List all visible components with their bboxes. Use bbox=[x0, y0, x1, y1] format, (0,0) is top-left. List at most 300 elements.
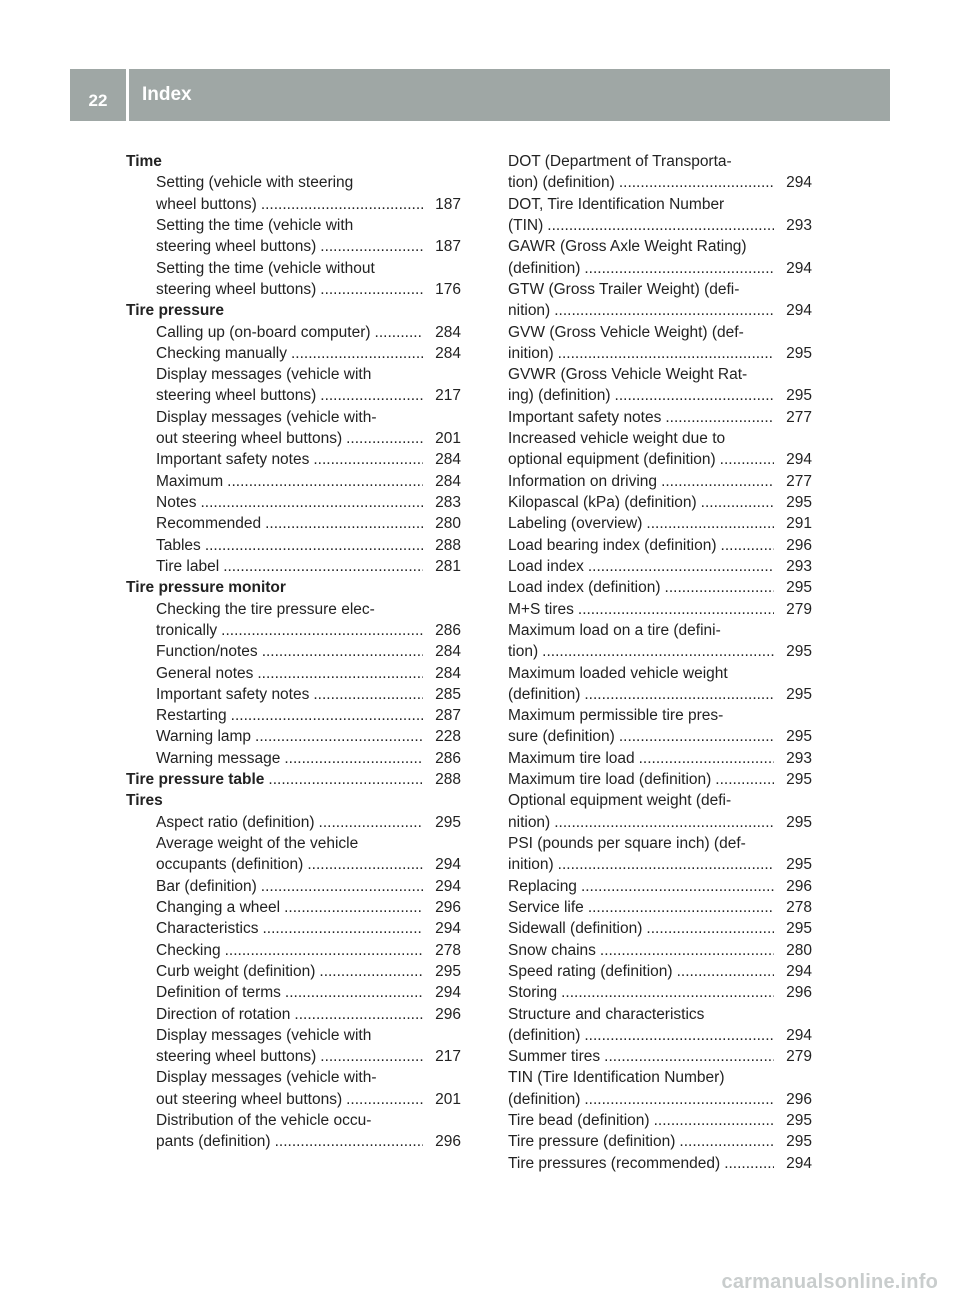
entry-text: Kilopascal (kPa) (definition) bbox=[508, 494, 697, 511]
index-entry bbox=[508, 1004, 812, 1025]
leader-dots bbox=[584, 1089, 774, 1110]
entry-text: optional equipment (definition) bbox=[508, 451, 716, 469]
page-ref[interactable]: 277 bbox=[786, 408, 812, 426]
index-entry[interactable] bbox=[508, 471, 812, 492]
leader-dots bbox=[227, 471, 423, 492]
page-ref[interactable]: 296 bbox=[435, 898, 461, 916]
leader-dots bbox=[205, 535, 423, 556]
entry-text: Replacing bbox=[508, 877, 577, 895]
index-entry[interactable] bbox=[508, 1025, 812, 1046]
entry-text: GTW (Gross Trailer Weight) (defi- bbox=[508, 280, 740, 298]
index-entry[interactable] bbox=[508, 748, 812, 769]
entry-text: Display messages (vehicle with bbox=[156, 366, 372, 384]
entry-text: Time bbox=[126, 153, 162, 170]
page-ref[interactable]: 284 bbox=[435, 344, 461, 362]
entry-text: GVWR (Gross Vehicle Weight Rat- bbox=[508, 366, 748, 384]
index-entry[interactable] bbox=[126, 236, 461, 257]
page-ref[interactable]: 280 bbox=[786, 941, 812, 959]
index-entry[interactable] bbox=[508, 535, 812, 556]
page-ref[interactable]: 283 bbox=[435, 494, 461, 511]
page-ref[interactable]: 296 bbox=[435, 1133, 461, 1151]
leader-dots bbox=[724, 1153, 774, 1174]
entry-text: out steering wheel buttons) bbox=[156, 1090, 343, 1108]
index-entry[interactable] bbox=[126, 1131, 461, 1152]
entry-text: steering wheel buttons) bbox=[156, 280, 317, 298]
entry-text: Notes bbox=[156, 494, 197, 511]
page-ref[interactable]: 296 bbox=[435, 1005, 461, 1023]
leader-dots bbox=[313, 684, 423, 705]
index-entry[interactable] bbox=[508, 385, 812, 406]
index-entry[interactable] bbox=[508, 769, 812, 790]
entry-text: Speed rating (definition) bbox=[508, 962, 673, 980]
leader-dots bbox=[584, 258, 774, 279]
index-entry[interactable] bbox=[126, 876, 461, 897]
index-entry bbox=[508, 236, 812, 257]
index-entry[interactable] bbox=[508, 812, 812, 833]
entry-text: inition) bbox=[508, 856, 554, 874]
index-entry[interactable] bbox=[126, 385, 461, 406]
entry-text: Characteristics bbox=[156, 920, 259, 938]
index-entry[interactable] bbox=[508, 918, 812, 939]
entry-text: (definition) bbox=[508, 259, 581, 277]
entry-text: DOT (Department of Transporta- bbox=[508, 153, 732, 170]
leader-dots bbox=[284, 897, 423, 918]
leader-dots bbox=[665, 577, 774, 598]
index-entry[interactable] bbox=[508, 492, 812, 513]
page-ref[interactable]: 295 bbox=[786, 344, 812, 362]
page-ref[interactable]: 285 bbox=[435, 685, 461, 703]
entry-text: Tires bbox=[126, 792, 163, 810]
index-entry[interactable] bbox=[508, 1110, 812, 1131]
entry-text: Display messages (vehicle with- bbox=[156, 408, 377, 426]
leader-dots bbox=[375, 322, 423, 343]
entry-text: Important safety notes bbox=[156, 451, 310, 469]
entry-text: Information on driving bbox=[508, 472, 658, 490]
leader-dots bbox=[291, 343, 423, 364]
page-ref[interactable]: 295 bbox=[786, 494, 812, 511]
entry-text: Aspect ratio (definition) bbox=[156, 813, 315, 831]
page-ref[interactable]: 295 bbox=[786, 920, 812, 938]
leader-dots bbox=[554, 300, 774, 321]
index-entry[interactable] bbox=[126, 705, 461, 726]
page-ref[interactable]: 279 bbox=[786, 600, 812, 618]
entry-text: Important safety notes bbox=[508, 408, 662, 426]
page-ref[interactable]: 284 bbox=[435, 323, 461, 341]
index-entry[interactable] bbox=[126, 620, 461, 641]
index-entry[interactable] bbox=[126, 897, 461, 918]
page-ref[interactable]: 293 bbox=[786, 557, 812, 575]
leader-dots bbox=[261, 876, 423, 897]
leader-dots bbox=[313, 449, 423, 470]
index-entry[interactable] bbox=[126, 535, 461, 556]
leader-dots bbox=[319, 812, 423, 833]
leader-dots bbox=[275, 1131, 423, 1152]
entry-text: PSI (pounds per square inch) (def- bbox=[508, 835, 746, 852]
entry-text: Function/notes bbox=[156, 643, 258, 661]
index-entry bbox=[126, 407, 461, 428]
entry-text: General notes bbox=[156, 664, 254, 682]
index-entry[interactable] bbox=[508, 172, 812, 193]
leader-dots bbox=[320, 385, 423, 406]
entry-text: Curb weight (definition) bbox=[156, 962, 316, 980]
entry-text: Maximum load on a tire (defini- bbox=[508, 621, 721, 639]
entry-text: Definition of terms bbox=[156, 984, 281, 1002]
leader-dots bbox=[615, 385, 774, 406]
index-entry[interactable] bbox=[126, 1004, 461, 1025]
index-entry bbox=[508, 428, 812, 449]
leader-dots bbox=[225, 940, 423, 961]
entry-text: Maximum tire load bbox=[508, 749, 635, 767]
leader-dots bbox=[584, 1025, 774, 1046]
entry-text: tion) bbox=[508, 643, 539, 661]
index-entry bbox=[126, 833, 461, 854]
page-ref[interactable]: 288 bbox=[435, 536, 461, 554]
page-ref[interactable]: 294 bbox=[786, 259, 812, 277]
page-ref[interactable]: 296 bbox=[786, 984, 812, 1002]
page-ref[interactable]: 295 bbox=[786, 579, 812, 597]
index-entry[interactable] bbox=[126, 961, 461, 982]
index-entry[interactable] bbox=[126, 726, 461, 747]
page-ref[interactable]: 294 bbox=[786, 174, 812, 192]
page-ref[interactable]: 284 bbox=[435, 664, 461, 682]
index-entry bbox=[126, 172, 461, 193]
leader-dots bbox=[221, 620, 423, 641]
index-entry[interactable] bbox=[508, 1131, 812, 1152]
leader-dots bbox=[346, 428, 423, 449]
page-ref[interactable]: 296 bbox=[786, 877, 812, 895]
index-entry[interactable] bbox=[126, 492, 461, 513]
entry-text: occupants (definition) bbox=[156, 856, 304, 874]
entry-text: M+S tires bbox=[508, 600, 574, 618]
page-ref[interactable]: 278 bbox=[435, 941, 461, 959]
index-entry[interactable] bbox=[126, 343, 461, 364]
page-ref[interactable]: 296 bbox=[786, 536, 812, 554]
index-entry[interactable] bbox=[508, 215, 812, 236]
entry-text: Bar (definition) bbox=[156, 877, 257, 895]
index-heading[interactable] bbox=[126, 769, 461, 790]
index-entry bbox=[126, 364, 461, 385]
entry-text: Direction of rotation bbox=[156, 1005, 291, 1023]
page-ref[interactable]: 293 bbox=[786, 749, 812, 767]
entry-text: GVW (Gross Vehicle Weight) (def- bbox=[508, 323, 744, 341]
page-ref[interactable]: 286 bbox=[435, 621, 461, 639]
page-ref[interactable]: 288 bbox=[435, 771, 461, 789]
entry-text: Structure and characteristics bbox=[508, 1005, 705, 1023]
leader-dots bbox=[319, 961, 423, 982]
leader-dots bbox=[701, 492, 774, 513]
page-ref[interactable]: 217 bbox=[435, 1048, 461, 1066]
leader-dots bbox=[661, 471, 774, 492]
page-ref[interactable]: 279 bbox=[786, 1048, 812, 1066]
entry-text: Maximum permissible tire pres- bbox=[508, 707, 724, 725]
index-entry[interactable] bbox=[126, 854, 461, 875]
index-entry[interactable] bbox=[508, 982, 812, 1003]
page-ref[interactable]: 295 bbox=[435, 813, 461, 831]
page-ref[interactable]: 294 bbox=[786, 962, 812, 980]
leader-dots bbox=[261, 194, 423, 215]
leader-dots bbox=[542, 641, 774, 662]
entry-text: Labeling (overview) bbox=[508, 515, 643, 533]
index-entry[interactable] bbox=[126, 748, 461, 769]
page-ref[interactable]: 287 bbox=[435, 707, 461, 725]
page-ref[interactable]: 201 bbox=[435, 1090, 461, 1108]
header-divider bbox=[126, 69, 129, 121]
index-heading bbox=[126, 151, 461, 172]
entry-text: pants (definition) bbox=[156, 1133, 271, 1151]
index-entry[interactable] bbox=[508, 684, 812, 705]
index-entry[interactable] bbox=[126, 812, 461, 833]
index-entry bbox=[508, 705, 812, 726]
entry-text: (definition) bbox=[508, 1026, 581, 1044]
leader-dots bbox=[554, 812, 774, 833]
index-heading bbox=[126, 577, 461, 598]
entry-text: nition) bbox=[508, 813, 551, 831]
leader-dots bbox=[600, 940, 774, 961]
page-ref[interactable]: 280 bbox=[435, 515, 461, 533]
entry-text: Tire label bbox=[156, 557, 220, 575]
entry-text: Distribution of the vehicle occu- bbox=[156, 1112, 372, 1130]
index-entry bbox=[508, 279, 812, 300]
leader-dots bbox=[665, 407, 774, 428]
leader-dots bbox=[639, 748, 774, 769]
page-title: Index bbox=[142, 84, 192, 105]
index-entry[interactable] bbox=[126, 940, 461, 961]
page-ref[interactable]: 294 bbox=[786, 1026, 812, 1044]
entry-text: Tire pressure bbox=[126, 302, 224, 320]
entry-text: tronically bbox=[156, 621, 218, 639]
page-ref[interactable]: 295 bbox=[786, 387, 812, 405]
entry-text: Service life bbox=[508, 898, 584, 916]
index-entry[interactable] bbox=[508, 641, 812, 662]
index-entry bbox=[126, 1067, 461, 1088]
entry-text: Load index (definition) bbox=[508, 579, 661, 597]
index-entry bbox=[508, 790, 812, 811]
index-entry[interactable] bbox=[126, 449, 461, 470]
entry-text: steering wheel buttons) bbox=[156, 1048, 317, 1066]
index-entry[interactable] bbox=[126, 918, 461, 939]
entry-text: DOT, Tire Identification Number bbox=[508, 195, 725, 213]
entry-text: Load index bbox=[508, 557, 584, 575]
index-entry[interactable] bbox=[126, 1089, 461, 1110]
entry-text: Tire pressure table bbox=[126, 771, 265, 789]
index-entry[interactable] bbox=[126, 684, 461, 705]
entry-text: Calling up (on-board computer) bbox=[156, 323, 371, 341]
index-entry[interactable] bbox=[126, 982, 461, 1003]
entry-text: out steering wheel buttons) bbox=[156, 430, 343, 448]
index-entry[interactable] bbox=[508, 577, 812, 598]
entry-text: sure (definition) bbox=[508, 728, 615, 746]
index-entry bbox=[508, 1067, 812, 1088]
index-entry[interactable] bbox=[508, 940, 812, 961]
index-entry[interactable] bbox=[508, 1046, 812, 1067]
index-entry[interactable] bbox=[508, 556, 812, 577]
leader-dots bbox=[588, 897, 774, 918]
entry-text: Maximum loaded vehicle weight bbox=[508, 664, 728, 682]
leader-dots bbox=[255, 726, 423, 747]
index-entry[interactable] bbox=[508, 407, 812, 428]
leader-dots bbox=[588, 556, 774, 577]
entry-text: Maximum tire load (definition) bbox=[508, 771, 712, 789]
page-ref[interactable]: 277 bbox=[786, 472, 812, 490]
page-ref[interactable]: 294 bbox=[786, 302, 812, 320]
index-column-right bbox=[508, 151, 812, 1174]
page-ref[interactable]: 187 bbox=[435, 195, 461, 213]
page-ref[interactable]: 294 bbox=[435, 856, 461, 874]
page-ref[interactable]: 284 bbox=[435, 643, 461, 661]
index-entry[interactable] bbox=[126, 663, 461, 684]
leader-dots bbox=[223, 556, 423, 577]
page-ref[interactable]: 296 bbox=[786, 1090, 812, 1108]
leader-dots bbox=[558, 854, 774, 875]
page-ref[interactable]: 228 bbox=[435, 728, 461, 746]
index-entry[interactable] bbox=[126, 322, 461, 343]
entry-text: Increased vehicle weight due to bbox=[508, 430, 726, 448]
entry-text: Tire pressure (definition) bbox=[508, 1133, 676, 1151]
leader-dots bbox=[646, 513, 774, 534]
leader-dots bbox=[654, 1110, 774, 1131]
page-ref[interactable]: 295 bbox=[786, 685, 812, 703]
entry-text: (TIN) bbox=[508, 216, 544, 234]
entry-text: Storing bbox=[508, 984, 558, 1002]
page-ref[interactable]: 295 bbox=[786, 643, 812, 661]
page-ref[interactable]: 295 bbox=[786, 771, 812, 789]
leader-dots bbox=[320, 279, 423, 300]
entry-text: Sidewall (definition) bbox=[508, 920, 643, 938]
leader-dots bbox=[268, 769, 423, 790]
leader-dots bbox=[231, 705, 423, 726]
page-ref[interactable]: 295 bbox=[435, 962, 461, 980]
leader-dots bbox=[265, 513, 423, 534]
index-entry[interactable] bbox=[508, 1153, 812, 1174]
leader-dots bbox=[307, 854, 423, 875]
index-entry[interactable] bbox=[508, 961, 812, 982]
watermark: carmanualsonline.info bbox=[721, 1271, 938, 1293]
page-ref[interactable]: 176 bbox=[435, 280, 461, 298]
entry-text: Checking manually bbox=[156, 344, 287, 362]
index-entry[interactable] bbox=[126, 279, 461, 300]
index-column-left bbox=[126, 151, 461, 1153]
page-ref[interactable]: 293 bbox=[786, 216, 812, 234]
leader-dots bbox=[619, 172, 774, 193]
page-ref[interactable]: 295 bbox=[786, 1133, 812, 1151]
index-entry[interactable] bbox=[126, 428, 461, 449]
entry-text: wheel buttons) bbox=[156, 195, 257, 213]
page-ref[interactable]: 286 bbox=[435, 749, 461, 767]
entry-text: steering wheel buttons) bbox=[156, 238, 317, 256]
page-ref[interactable]: 187 bbox=[435, 238, 461, 256]
index-entry bbox=[508, 194, 812, 215]
page-ref[interactable]: 291 bbox=[786, 515, 812, 533]
index-entry[interactable] bbox=[508, 726, 812, 747]
leader-dots bbox=[284, 748, 423, 769]
index-entry bbox=[126, 215, 461, 236]
index-entry[interactable] bbox=[126, 513, 461, 534]
index-heading bbox=[126, 300, 461, 321]
entry-text: Tire pressures (recommended) bbox=[508, 1154, 721, 1172]
page-ref[interactable]: 217 bbox=[435, 387, 461, 405]
page-ref[interactable]: 284 bbox=[435, 472, 461, 490]
entry-text: Display messages (vehicle with- bbox=[156, 1069, 377, 1087]
leader-dots bbox=[619, 726, 774, 747]
leader-dots bbox=[578, 599, 774, 620]
page-ref[interactable]: 201 bbox=[435, 430, 461, 448]
entry-text: Tire bead (definition) bbox=[508, 1112, 650, 1130]
page-ref[interactable]: 295 bbox=[786, 813, 812, 831]
page-ref[interactable]: 284 bbox=[435, 451, 461, 469]
page-ref[interactable]: 294 bbox=[435, 984, 461, 1002]
page-ref[interactable]: 295 bbox=[786, 1112, 812, 1130]
leader-dots bbox=[561, 982, 774, 1003]
index-entry[interactable] bbox=[508, 897, 812, 918]
entry-text: Summer tires bbox=[508, 1048, 601, 1066]
entry-text: Tables bbox=[156, 536, 201, 554]
leader-dots bbox=[257, 663, 423, 684]
index-heading bbox=[126, 790, 461, 811]
entry-text: Important safety notes bbox=[156, 685, 310, 703]
index-entry bbox=[508, 620, 812, 641]
entry-text: Restarting bbox=[156, 707, 227, 725]
index-entry[interactable] bbox=[508, 513, 812, 534]
entry-text: steering wheel buttons) bbox=[156, 387, 317, 405]
index-entry[interactable] bbox=[126, 641, 461, 662]
index-entry[interactable] bbox=[126, 556, 461, 577]
index-entry[interactable] bbox=[126, 471, 461, 492]
page-number: 22 bbox=[88, 91, 108, 110]
index-entry[interactable] bbox=[126, 194, 461, 215]
leader-dots bbox=[547, 215, 774, 236]
index-entry[interactable] bbox=[508, 343, 812, 364]
entry-text: Setting (vehicle with steering bbox=[156, 174, 354, 192]
index-entry bbox=[508, 364, 812, 385]
entry-text: nition) bbox=[508, 302, 551, 320]
leader-dots bbox=[715, 769, 774, 790]
page-ref[interactable]: 294 bbox=[435, 920, 461, 938]
index-entry bbox=[508, 151, 812, 172]
index-entry[interactable] bbox=[126, 1046, 461, 1067]
page-ref[interactable]: 281 bbox=[435, 557, 461, 575]
leader-dots bbox=[720, 449, 774, 470]
index-entry[interactable] bbox=[508, 876, 812, 897]
page-ref[interactable]: 294 bbox=[435, 877, 461, 895]
index-entry[interactable] bbox=[508, 300, 812, 321]
entry-text: Optional equipment weight (defi- bbox=[508, 792, 732, 810]
index-entry[interactable] bbox=[508, 599, 812, 620]
entry-text: Setting the time (vehicle without bbox=[156, 259, 375, 277]
entry-text: Warning lamp bbox=[156, 728, 252, 746]
index-entry[interactable] bbox=[508, 854, 812, 875]
entry-text: Maximum bbox=[156, 472, 224, 490]
page-ref[interactable]: 295 bbox=[786, 728, 812, 746]
page-ref[interactable]: 294 bbox=[786, 451, 812, 469]
index-entry[interactable] bbox=[508, 258, 812, 279]
entry-text: Load bearing index (definition) bbox=[508, 536, 717, 554]
page-ref[interactable]: 294 bbox=[786, 1154, 812, 1172]
entry-text: (definition) bbox=[508, 685, 581, 703]
entry-text: Warning message bbox=[156, 749, 281, 767]
index-entry bbox=[508, 663, 812, 684]
index-entry[interactable] bbox=[508, 449, 812, 470]
leader-dots bbox=[262, 641, 423, 662]
index-entry[interactable] bbox=[508, 1089, 812, 1110]
leader-dots bbox=[581, 876, 774, 897]
page-ref[interactable]: 295 bbox=[786, 856, 812, 874]
leader-dots bbox=[294, 1004, 423, 1025]
index-entry bbox=[126, 1110, 461, 1131]
page-ref[interactable]: 278 bbox=[786, 898, 812, 916]
leader-dots bbox=[285, 982, 423, 1003]
leader-dots bbox=[346, 1089, 423, 1110]
leader-dots bbox=[604, 1046, 774, 1067]
